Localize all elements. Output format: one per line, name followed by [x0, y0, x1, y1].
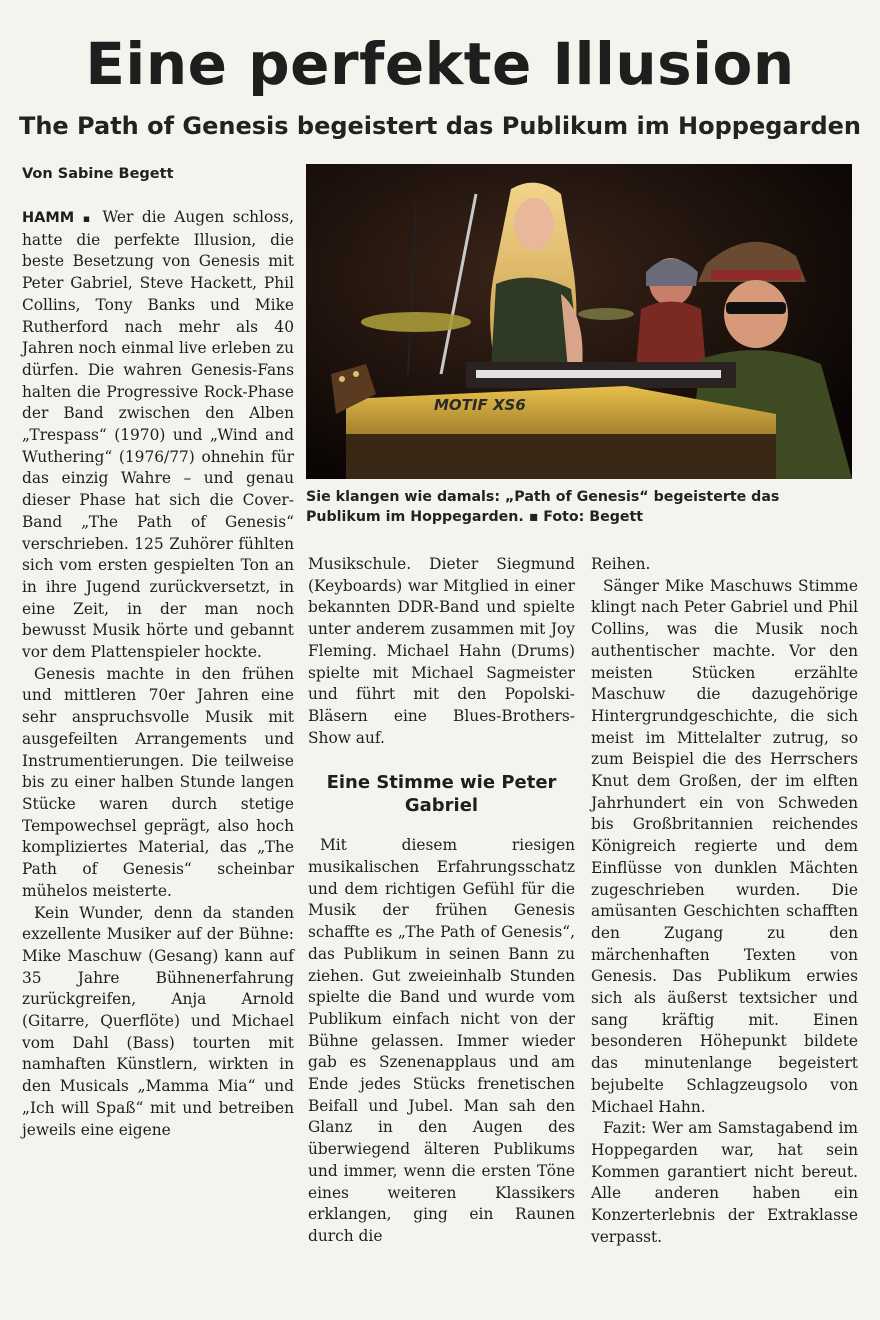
paragraph-6: Sänger Mike Maschuws Stimme klingt nach Peter Gabriel und Phil Collins, was die Musik noch authentischer machte. Vor den meisten Stücken erzählte Maschuw die dazugehörige Hintergrundgeschichte, die sich meist im Mittelalter zutrug, so zum Beispiel die des Herrschers Knut dem Großen, der im elften Jahrhundert ein von Schweden bis Großbritannien reichendes Königreich regierte und dem Einflüsse von dunklen Mächten zugeschrieben wurden. Die amüsanten Geschichten schafften den Zugang zu den märchenhaften Texten von Genesis. Das Publikum erwies sich als äußerst textsicher und sang kräftig mit. Einen besonderen Höhepunkt bildete das minutenlange begeistert bejubelte Schlagzeugsolo von Michael Hahn. — [591, 576, 858, 1116]
paragraph-3: Kein Wunder, denn da standen exzellente Musiker auf der Bühne: Mike Maschuw (Gesang) kann auf 35 Jahre Bühnenerfahrung zurückgreifen, Anja Arnold (Gitarre, Querflöte) und Michael vom Dahl (Bass) tourten mit namhaften Künstlern, wirkten in den Musicals „Mamma Mia“ und „Ich will Spaß“ mit und betreiben jeweils eine eigene — [22, 903, 294, 1139]
paragraph-2: Genesis machte in den frühen und mittleren 70er Jahren eine sehr anspruchsvolle Musik mit ausgefeilten Arrangements und Instrumentierungen. Die teilweise bis zu einer halben Stunde langen Stücke waren durch stetige Tempowechsel geprägt, also hoch kompliziertes Material, das „The Path of Genesis“ scheinbar mühelos meisterte. — [22, 664, 294, 900]
article-column-2 — [308, 554, 575, 1248]
keyboard-label: MOTIF XS6 — [434, 396, 526, 414]
dateline: HAMM — [22, 210, 75, 226]
article-column-3 — [591, 554, 858, 1249]
concert-photo-illustration — [306, 164, 852, 479]
subheadline: The Path of Genesis begeistert das Publikum im Hoppegarden — [18, 112, 862, 140]
paragraph-7: Fazit: Wer am Samstagabend im Hoppegarden war, hat sein Kommen garantiert nicht bereut. Alle anderen haben ein Konzerterlebnis der Extraklasse verpasst. — [591, 1119, 858, 1246]
bullet-glyph: ▪ — [82, 212, 94, 225]
concert-photo — [306, 164, 852, 479]
headline: Eine perfekte Illusion — [85, 30, 795, 98]
paragraph-5: Mit diesem riesigen musikalischen Erfahrungsschatz und dem richtigen Gefühl für die Musik der frühen Genesis schaffte es „The Path of Genesis“, das Publikum in seinen Bann zu ziehen. Gut zweieinhalb Stunden spielte die Band und wurde vom Publikum einfach nicht von der Bühne gelassen. Immer wieder gab es Szenenapplaus und am Ende jedes Stücks frenetischen Beifall und Jubel. Man sah den Glanz in den Augen des überwiegend älteren Publikums und immer, wenn die ersten Töne eines weiteren Klassikers erklangen, ging ein Raunen durch die — [308, 836, 575, 1245]
interhead: Eine Stimme wie Peter Gabriel — [326, 772, 557, 817]
photo-caption: Sie klangen wie damals: „Path of Genesis“ begeisterte das Publikum im Hoppegarden. ▪ Foto: Begett — [306, 489, 780, 525]
article-column-1 — [22, 207, 294, 1141]
byline: Von Sabine Begett — [22, 166, 174, 182]
paragraph-1 — [22, 207, 294, 664]
paragraph-1-text: Wer die Augen schloss, hatte die perfekte Illusion, die beste Besetzung von Genesis mit Peter Gabriel, Steve Hackett, Phil Collins, Tony Banks und Mike Rutherford nach mehr als 40 Jahren noch einmal live erleben zu dürfen. Die wahren Genesis-Fans halten die Progressive Rock-Phase der Band zwischen den Alben „Trespass“ (1970) und „Wind and Wuthering“ (1976/77) ohnehin für das einzig Wahre – und genau dieser Phase hat sich die Cover-Band „The Path of Genesis“ verschrieben. 125 Zuhörer fühlten sich vom ersten gespielten Ton an in ihre Jugend zurückversetzt, in eine Zeit, in der man noch bewusst Musik hörte und gebannt vor dem Plattenspieler hockte. — [22, 208, 294, 662]
paragraph-4: Musikschule. Dieter Siegmund (Keyboards) war Mitglied in einer bekannten DDR-Band und spielte unter anderem zusammen mit Joy Fleming. Michael Hahn (Drums) spielte mit Michael Sagmeister und führt mit den Popolski-Bläsern eine Blues-Brothers-Show auf. — [308, 555, 575, 747]
paragraph-5-continued: Reihen. — [591, 555, 651, 573]
